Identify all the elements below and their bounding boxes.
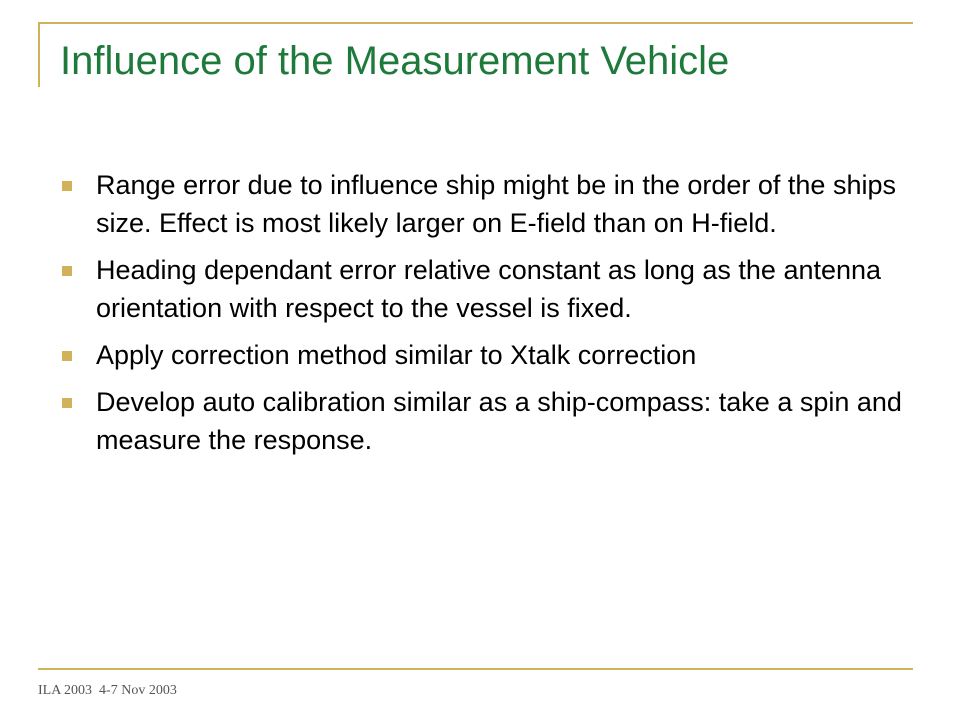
bullet-item <box>62 251 902 327</box>
left-accent-line <box>38 22 40 87</box>
slide-title: Influence of the Measurement Vehicle <box>60 39 730 83</box>
square-bullet-icon <box>62 266 72 276</box>
top-accent-line <box>38 22 913 24</box>
bottom-accent-line <box>38 668 913 670</box>
bullet-text: Range error due to influence ship might be in the order of the ships size. Effect is most likely larger on E-field than on H-field. <box>96 170 896 238</box>
square-bullet-icon <box>62 181 72 191</box>
bullet-item <box>62 166 902 242</box>
bullet-text: Heading dependant error relative constant as long as the antenna orientation with respect to the vessel is fixed. <box>96 255 882 323</box>
square-bullet-icon <box>62 398 72 408</box>
bullet-list <box>62 166 902 468</box>
square-bullet-icon <box>62 351 72 361</box>
bullet-item <box>62 336 902 374</box>
slide-footer: ILA 2003 4-7 Nov 2003 <box>38 683 177 698</box>
bullet-item <box>62 383 902 459</box>
bullet-text: Develop auto calibration similar as a ship-compass: take a spin and measure the response. <box>96 387 902 455</box>
bullet-text: Apply correction method similar to Xtalk correction <box>96 340 697 370</box>
